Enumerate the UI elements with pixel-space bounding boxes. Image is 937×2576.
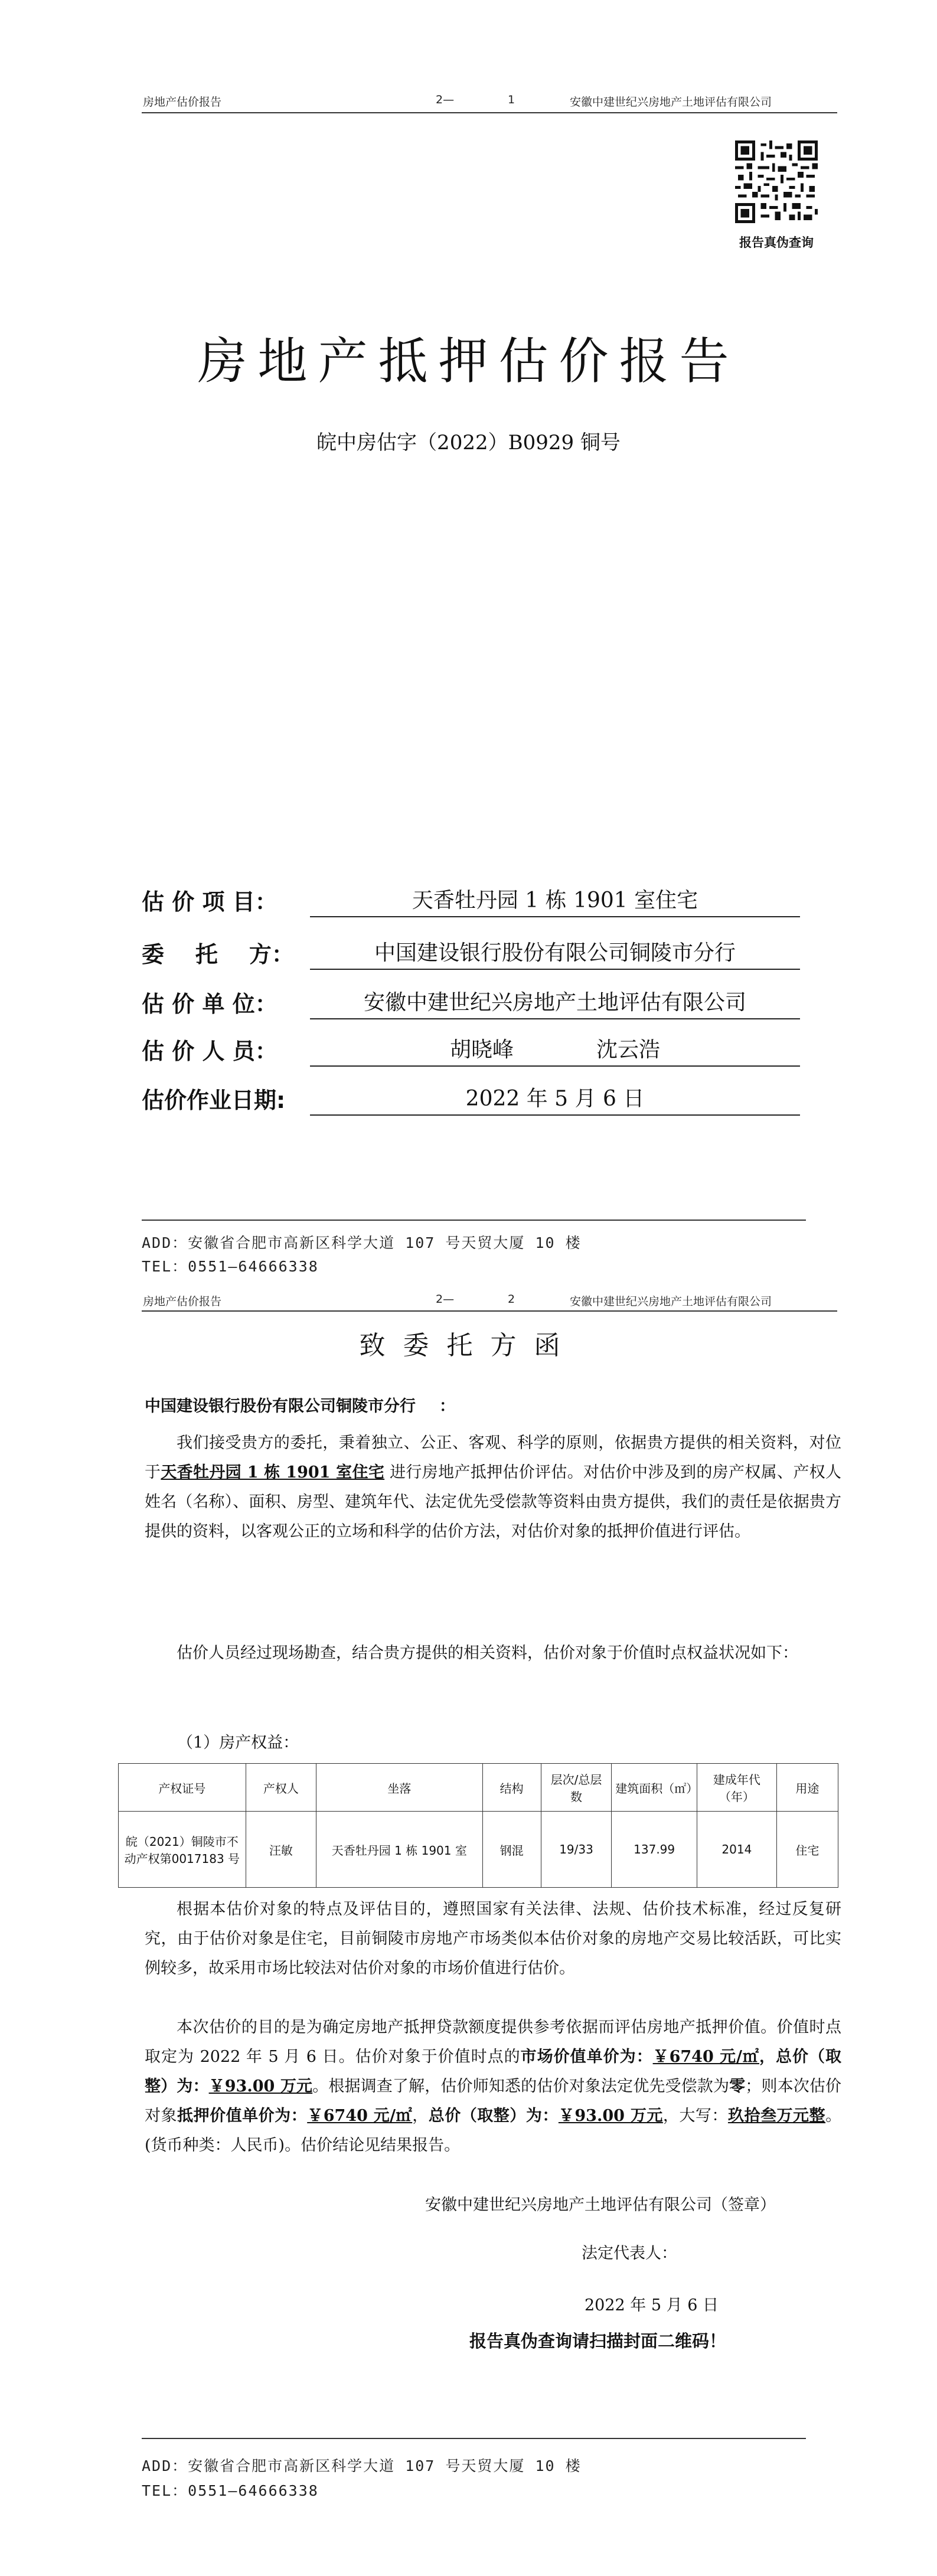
- page2-header-right: 安徽中建世纪兴房地产土地评估有限公司: [570, 1295, 772, 1308]
- page1-footer-tel: TEL：0551—64666338: [142, 1258, 319, 1275]
- column-header-year: 建成年代（年）: [697, 1764, 777, 1812]
- market-total-value: ￥93.00 万元: [208, 2077, 313, 2096]
- letter-paragraph-3: [145, 1895, 841, 1983]
- qr-caption: 报告真伪查询: [739, 236, 814, 250]
- field-value-appraisers: [310, 1033, 800, 1067]
- paragraph-2-text: 估价人员经过现场勘查，结合贵方提供的相关资料，估价对象于价值时点权益状况如下：: [177, 1644, 798, 1662]
- column-header-cert-no: 产权证号: [119, 1764, 246, 1812]
- table-header-row: [119, 1764, 838, 1812]
- market-unit-price-label: 市场价值单价为：: [520, 2048, 653, 2066]
- cell-cert-no: 皖（2021）铜陵市不动产权第0017183 号: [119, 1812, 246, 1888]
- cell-year: 2014: [697, 1812, 777, 1888]
- page1-footer-rule: [142, 1220, 806, 1221]
- appraiser-name-2: 沈云浩: [596, 1038, 661, 1062]
- signature-legal-rep: 法定代表人：: [582, 2244, 677, 2263]
- page2-footer-rule: [142, 2438, 806, 2439]
- paragraph-1-body: 进行房地产抵押估价评估。对估价中涉及到的房产权属、产权人姓名（名称）、面积、房型、建筑年代、法定优先受偿款等资料由贵方提供，我们的责任是依据贵方提供的资料，以客观公正的立场和科学的估价方法，对估价对象的抵押价值进行评估。: [145, 1463, 841, 1541]
- letter-recipient: [145, 1393, 455, 1416]
- column-header-location: 坐落: [316, 1764, 482, 1812]
- page2-header-left: 房地产估价报告: [143, 1295, 222, 1308]
- page2-footer-address: ADD：安徽省合肥市高新区科学大道 107 号天贸大厦 10 楼: [142, 2457, 582, 2474]
- field-label-appraiser-org: 估 价 单 位：: [142, 991, 277, 1017]
- mortgage-total-label: 总价（取整）为：: [428, 2107, 559, 2125]
- page1-footer-address: ADD：安徽省合肥市高新区科学大道 107 号天贸大厦 10 楼: [142, 1234, 582, 1251]
- field-value-project-text: 天香牡丹园 1 栋 1901 室住宅: [412, 888, 698, 913]
- paragraph-1-intro: 我们接受贵方的委托，秉着独立、公正、客观、科学的原则，依据贵方提供的相关资料，对位于: [145, 1434, 841, 1482]
- market-total-label: ，总价（取整）为：: [145, 2048, 841, 2096]
- paragraph-4-closing: 。(货币种类：人民币)。估价结论见结果报告。: [145, 2107, 842, 2155]
- property-rights-table: [118, 1763, 838, 1888]
- report-title: 房地产抵押估价报告: [197, 332, 740, 390]
- field-value-project: [310, 884, 800, 917]
- letter-recipient-colon: ：: [439, 1397, 455, 1416]
- page1-header-left: 房地产估价报告: [143, 96, 222, 109]
- field-value-date: [310, 1082, 800, 1116]
- page2-header-page: 2: [508, 1293, 515, 1306]
- column-header-usage: 用途: [776, 1764, 838, 1812]
- field-value-appraiser-org-text: 安徽中建世纪兴房地产土地评估有限公司: [363, 990, 746, 1015]
- report-number: 皖中房估字（2022）B0929 铜号: [316, 431, 621, 455]
- field-value-appraiser-org: [310, 986, 800, 1019]
- page2-footer-tel: TEL：0551—64666338: [142, 2482, 319, 2499]
- page1-header-center: 2—: [436, 93, 455, 106]
- field-value-date-text: 2022 年 5 月 6 日: [465, 1087, 645, 1111]
- column-header-area: 建筑面积（㎡）: [612, 1764, 697, 1812]
- paragraph-4-priority: 。根据调查了解，估价师知悉的估价对象法定优先受偿款为: [312, 2077, 730, 2096]
- mortgage-total-value: ￥93.00 万元: [558, 2107, 663, 2125]
- column-header-owner: 产权人: [246, 1764, 316, 1812]
- paragraph-4-comma: ，: [412, 2107, 429, 2125]
- cell-usage: 住宅: [776, 1812, 838, 1888]
- mortgage-unit-price-label: 抵押价值单价为：: [177, 2107, 308, 2125]
- field-label-project: 估 价 项 目：: [142, 889, 277, 915]
- page1-header-rule: [142, 112, 837, 113]
- field-label-appraisers: 估 价 人 员：: [142, 1038, 277, 1064]
- letter-paragraph-4: [145, 2013, 841, 2160]
- mortgage-total-capital: 玖拾叁万元整: [727, 2107, 826, 2125]
- column-header-structure: 结构: [482, 1764, 541, 1812]
- rights-section-title: （1）房产权益：: [177, 1734, 299, 1752]
- paragraph-3-text: 根据本估价对象的特点及评估目的，遵照国家有关法律、法规、估价技术标准，经过反复研究，由于估价对象是住宅，目前铜陵市房地产市场类似本估价对象的房地产交易比较活跃，可比实例较多，故采用市场比较法对估价对象的市场价值进行估价。: [145, 1900, 841, 1977]
- field-value-client-text: 中国建设银行股份有限公司铜陵市分行: [374, 941, 736, 965]
- market-unit-price-value: ￥6740 元/㎡: [652, 2048, 759, 2066]
- letter-title: 致委托方函: [359, 1331, 578, 1361]
- page1-header-right: 安徽中建世纪兴房地产土地评估有限公司: [570, 96, 772, 109]
- signature-company: 安徽中建世纪兴房地产土地评估有限公司（签章）: [425, 2196, 776, 2214]
- appraiser-name-1: 胡晓峰: [449, 1038, 514, 1062]
- cell-floor: 19/33: [541, 1812, 611, 1888]
- qr-code-icon: [735, 140, 818, 223]
- paragraph-4-intro: 本次估价的目的是为确定房地产抵押贷款额度提供参考依据而评估房地产抵押价值。价值时点取定为 2022 年 5 月 6 日。估价对象于价值时点的: [145, 2018, 841, 2066]
- paragraph-1-property: 天香牡丹园 1 栋 1901 室住宅: [161, 1463, 385, 1482]
- paragraph-4-capital-label: ，大写：: [662, 2107, 728, 2125]
- page2-header-rule: [142, 1310, 837, 1312]
- cell-structure: 钢混: [482, 1812, 541, 1888]
- authenticity-notice: 报告真伪查询请扫描封面二维码！: [469, 2331, 727, 2351]
- page1-header-page: 1: [508, 93, 515, 106]
- column-header-floor: 层次/总层数: [541, 1764, 611, 1812]
- mortgage-unit-price-value: ￥6740 元/㎡: [307, 2107, 413, 2125]
- table-row: [119, 1812, 838, 1888]
- letter-paragraph-1: [145, 1428, 841, 1547]
- letter-recipient-name: 中国建设银行股份有限公司铜陵市分行: [145, 1397, 416, 1416]
- field-label-date: 估价作业日期:: [142, 1087, 286, 1113]
- field-value-client: [310, 936, 800, 970]
- cell-location: 天香牡丹园 1 栋 1901 室: [316, 1812, 482, 1888]
- page2-header-center: 2—: [436, 1293, 455, 1306]
- cell-area: 137.99: [612, 1812, 697, 1888]
- priority-amount-value: 零: [729, 2077, 746, 2096]
- cell-owner: 汪敏: [246, 1812, 316, 1888]
- field-label-client: 委 托 方：: [142, 942, 294, 967]
- letter-paragraph-2: [145, 1639, 841, 1668]
- signature-date: 2022 年 5 月 6 日: [585, 2296, 719, 2315]
- paragraph-4-then: ；则本次估价对象: [145, 2077, 842, 2125]
